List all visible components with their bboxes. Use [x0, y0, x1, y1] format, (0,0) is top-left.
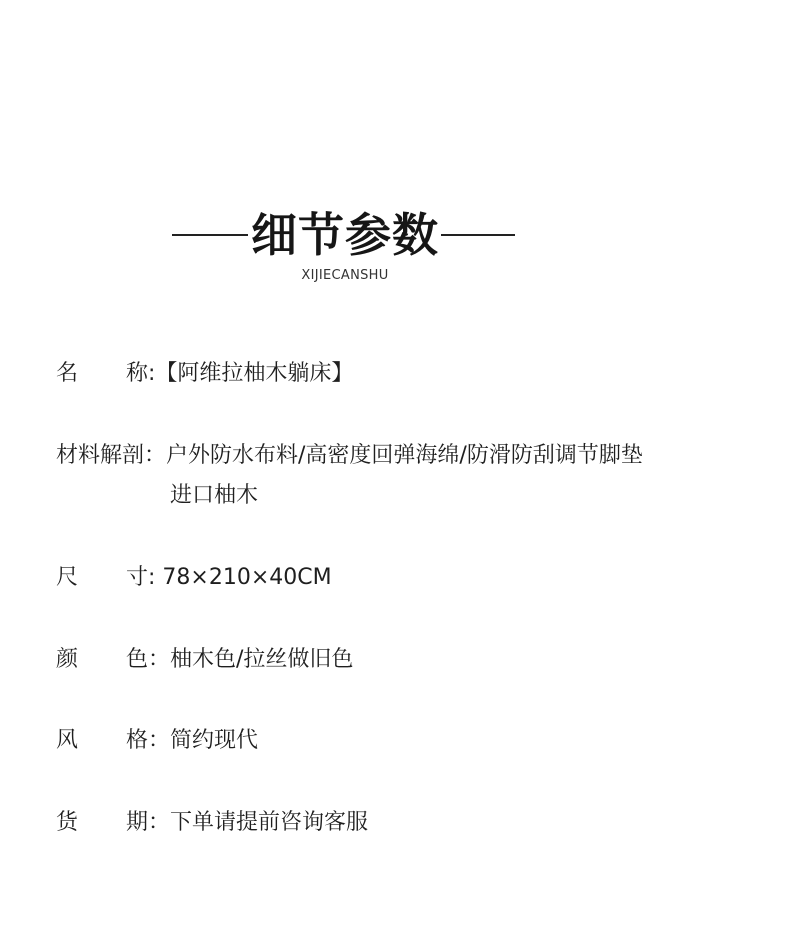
param-label-style-first: 风 [56, 728, 79, 753]
param-label-delivery-first: 货 [56, 810, 79, 835]
param-row-color [56, 640, 353, 680]
section-title: 细节参数 [251, 208, 439, 262]
param-row-name [56, 354, 353, 394]
param-value-material-line1: 户外防水布料/高密度回弹海绵/防滑防刮调节脚垫 [166, 443, 643, 468]
title-rule-right [441, 234, 515, 236]
param-value-style: 简约现代 [170, 728, 259, 753]
param-row-material [56, 436, 643, 508]
param-label-color-last: 色： [126, 647, 171, 672]
param-value-size: 78×210×40CM [155, 565, 332, 590]
param-label-style-last: 格： [126, 728, 171, 753]
section-subtitle: XIJIECANSHU [301, 268, 389, 283]
param-label-size-last: 寸: [126, 565, 156, 590]
param-label-color-first: 颜 [56, 647, 79, 672]
param-label-material: 材料解剖： [56, 443, 167, 468]
param-label-name-first: 名 [56, 361, 79, 386]
section-header [0, 205, 790, 295]
param-row-style [56, 721, 258, 761]
param-value-delivery: 下单请提前咨询客服 [170, 810, 369, 835]
param-value-material-line2: 进口柚木 [170, 483, 259, 508]
param-label-size-first: 尺 [56, 565, 79, 590]
param-row-delivery [56, 803, 368, 843]
param-row-size [56, 558, 332, 598]
param-label-name-last: 称: [126, 361, 156, 386]
param-label-delivery-last: 期： [126, 810, 171, 835]
param-value-name: 【阿维拉柚木躺床】 [155, 361, 354, 386]
param-value-color: 柚木色/拉丝做旧色 [170, 647, 354, 672]
title-rule-left [172, 234, 248, 236]
